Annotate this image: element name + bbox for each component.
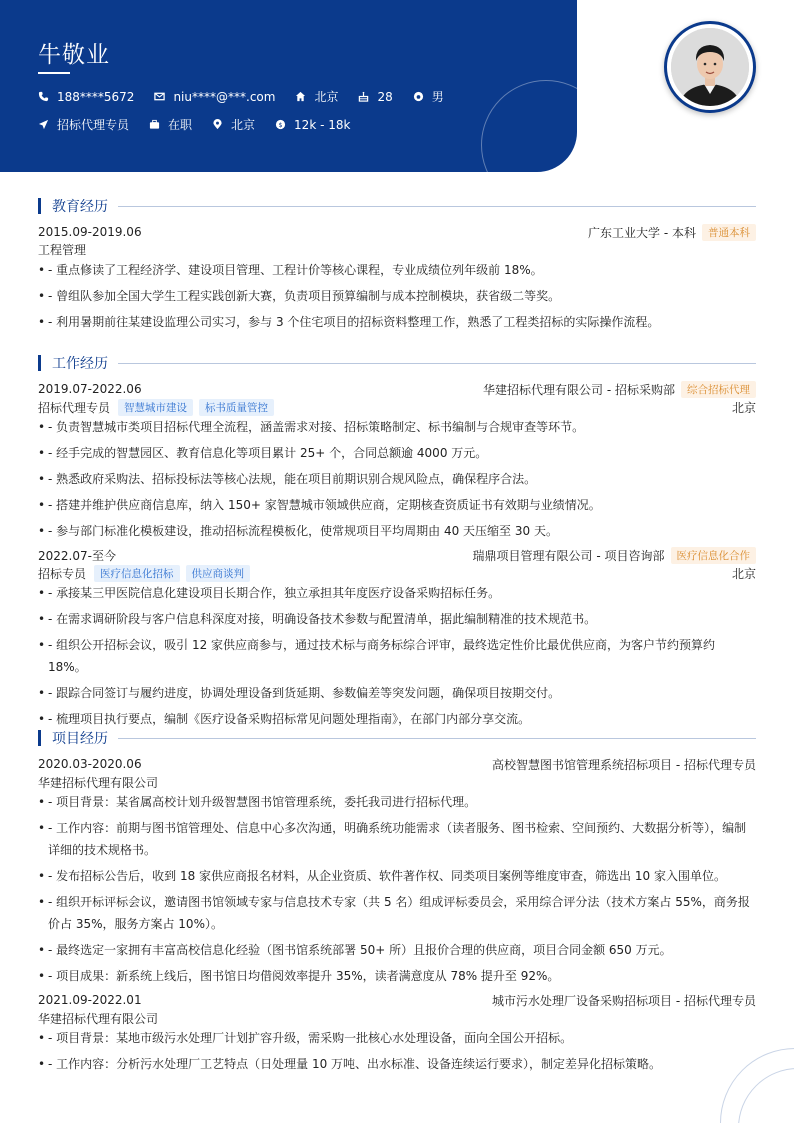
target-city-text: 北京	[231, 118, 256, 132]
job-header	[38, 546, 756, 564]
svg-text:$: $	[278, 120, 283, 129]
education-major-row	[38, 240, 756, 258]
education-bullets	[38, 259, 756, 337]
job-company: 华建招标代理有限公司 - 招标采购部	[483, 382, 675, 397]
age-text: 28	[377, 89, 393, 104]
project-company-row	[38, 1009, 756, 1027]
list-item: • - 项目成果：新系统上线后，图书馆日均借阅效率提升 35%，读者满意度从 78% 提升至 92%。	[38, 965, 756, 987]
position-text: 招标代理专员	[57, 118, 130, 132]
list-item: • - 发布招标公告后，收到 18 家供应商报名材料，从企业资质、软件著作权、同类项目案例等维度审查，筛选出 10 家入围单位。	[38, 865, 756, 887]
phone-icon	[38, 91, 49, 102]
list-item: • - 工作内容：前期与图书馆管理处、信息中心多次沟通，明确系统功能需求（读者服务、图书检索、空间预约、大数据分析等），编制详细的技术规格书。	[38, 817, 756, 861]
list-item: • - 项目背景：某地市级污水处理厂计划扩容升级，需采购一批核心水处理设备，面向全国公开招标。	[38, 1027, 756, 1049]
list-item: • - 组织公开招标会议，吸引 12 家供应商参与，通过技术标与商务标综合评审，最终选定性价比最优供应商，为客户节约预算约 18%。	[38, 634, 756, 678]
job-role-row	[38, 564, 756, 582]
project-bullets	[38, 1027, 756, 1079]
candidate-name: 牛敬业	[38, 42, 110, 68]
education-school: 广东工业大学 - 本科	[588, 225, 696, 240]
education-section-title	[38, 196, 756, 216]
section-marker	[38, 730, 41, 746]
avatar	[671, 28, 749, 106]
section-marker	[38, 355, 41, 371]
education-major: 工程管理	[38, 242, 87, 257]
gender-icon	[413, 91, 424, 102]
job-date: 2019.07-2022.06	[38, 382, 142, 396]
location-pin-icon	[212, 119, 223, 130]
name-underline	[38, 72, 70, 74]
cake-icon	[358, 91, 369, 102]
project-section-title	[38, 728, 756, 748]
list-item: • - 经手完成的智慧园区、教育信息化等项目累计 25+ 个，合同总额逾 4000 万元。	[38, 442, 756, 464]
project-header	[38, 755, 756, 773]
portrait-image	[671, 28, 749, 106]
project-bullets	[38, 791, 756, 991]
project-name: 城市污水处理厂设备采购招标项目 - 招标代理专员	[492, 993, 756, 1008]
decorative-ring	[481, 80, 577, 172]
job-role: 招标代理专员	[38, 400, 111, 415]
project-name: 高校智慧图书馆管理系统招标项目 - 招标代理专员	[492, 757, 756, 772]
project-company-row	[38, 773, 756, 791]
work-section-title	[38, 353, 756, 373]
money-icon	[275, 119, 286, 130]
list-item: • - 负责智慧城市类项目招标代理全流程，涵盖需求对接、招标策略制定、标书编制与合规审查等环节。	[38, 416, 756, 438]
job-role: 招标专员	[38, 566, 87, 581]
list-item: • - 跟踪合同签订与履约进度，协调处理设备到货延期、参数偏差等突发问题，确保项目按期交付。	[38, 682, 756, 704]
header-banner	[0, 0, 577, 172]
list-item: • - 利用暑期前往某建设监理公司实习，参与 3 个住宅项目的招标资料整理工作，熟悉了工程类招标的实际操作流程。	[38, 311, 756, 333]
job-city: 北京	[731, 400, 756, 415]
section-divider	[118, 363, 756, 364]
briefcase-icon	[149, 119, 160, 130]
list-item: • - 最终选定一家拥有丰富高校信息化经验（图书馆系统部署 50+ 所）且报价合理的供应商，项目合同金额 650 万元。	[38, 939, 756, 961]
list-item: • - 搭建并维护供应商信息库，纳入 150+ 家智慧城市领域供应商，定期核查资质证书有效期与业绩情况。	[38, 494, 756, 516]
project-company: 华建招标代理有限公司	[38, 775, 159, 790]
job-tag: 医疗信息化合作	[671, 547, 757, 564]
send-icon	[38, 119, 49, 130]
job-city: 北京	[731, 566, 756, 581]
project-company: 华建招标代理有限公司	[38, 1011, 159, 1026]
skill-tag: 智慧城市建设	[118, 399, 193, 416]
list-item: • - 在需求调研阶段与客户信息科深度对接，明确设备技术参数与配置清单，据此编制精准的技术规范书。	[38, 608, 756, 630]
position-item	[38, 116, 129, 133]
job-role-row	[38, 398, 756, 416]
contact-row	[38, 88, 464, 105]
home-icon	[295, 91, 306, 102]
age-item	[358, 90, 392, 104]
list-item: • - 工作内容：分析污水处理厂工艺特点（日处理量 10 万吨、出水标准、设备连续运行要求），制定差异化招标策略。	[38, 1053, 756, 1075]
phone-item	[38, 90, 134, 104]
list-item: • - 组织开标评标会议，邀请图书馆领域专家与信息技术专家（共 5 名）组成评标委员会，采用综合评分法（技术方案占 55%，商务报价占 35%，服务方案占 10%）。	[38, 891, 756, 935]
phone-text: 188****5672	[57, 89, 135, 104]
job-bullets	[38, 416, 756, 546]
list-item: • - 梳理项目执行要点，编制《医疗设备采购招标常见问题处理指南》，在部门内部分享交流。	[38, 708, 756, 730]
email-item	[154, 90, 275, 104]
list-item: • - 重点修读了工程经济学、建设项目管理、工程计价等核心课程，专业成绩位列年级前 18%。	[38, 259, 756, 281]
job-date: 2022.07-至今	[38, 548, 116, 563]
skill-tag: 供应商谈判	[186, 565, 251, 582]
skill-tag: 医疗信息化招标	[94, 565, 180, 582]
salary-item	[275, 118, 350, 132]
job-company: 瑞鼎项目管理有限公司 - 项目咨询部	[472, 548, 665, 563]
education-tag: 普通本科	[702, 224, 756, 241]
target-city-item	[212, 116, 255, 133]
section-divider	[118, 738, 756, 739]
education-header	[38, 223, 756, 241]
list-item: • - 项目背景：某省属高校计划升级智慧图书馆管理系统，委托我司进行招标代理。	[38, 791, 756, 813]
section-heading: 项目经历	[52, 731, 108, 747]
city-text: 北京	[314, 90, 339, 104]
city-item	[295, 88, 338, 105]
salary-text: 12k - 18k	[294, 117, 351, 132]
project-header	[38, 991, 756, 1009]
avatar-frame	[664, 21, 756, 113]
section-marker	[38, 198, 41, 214]
list-item: • - 参与部门标准化模板建设，推动招标流程模板化，使常规项目平均周期由 40 天压缩至 30 天。	[38, 520, 756, 542]
skill-tag: 标书质量管控	[199, 399, 274, 416]
section-heading: 教育经历	[52, 199, 108, 215]
list-item: • - 熟悉政府采购法、招标投标法等核心法规，能在项目前期识别合规风险点，确保程序合法。	[38, 468, 756, 490]
list-item: • - 曾组队参加全国大学生工程实践创新大赛，负责项目预算编制与成本控制模块，获省级二等奖。	[38, 285, 756, 307]
job-tag: 综合招标代理	[681, 381, 756, 398]
status-text: 在职	[168, 118, 193, 132]
job-intent-row	[38, 116, 370, 133]
project-date: 2021.09-2022.01	[38, 993, 142, 1007]
gender-text: 男	[431, 90, 444, 104]
job-header	[38, 380, 756, 398]
section-divider	[118, 206, 756, 207]
email-text: niu****@***.com	[173, 89, 276, 104]
section-heading: 工作经历	[52, 356, 108, 372]
mail-icon	[154, 91, 165, 102]
job-bullets	[38, 582, 756, 734]
gender-item	[413, 88, 444, 105]
status-item	[149, 116, 192, 133]
list-item: • - 承接某三甲医院信息化建设项目长期合作，独立承担其年度医疗设备采购招标任务。	[38, 582, 756, 604]
project-date: 2020.03-2020.06	[38, 757, 142, 771]
education-date: 2015.09-2019.06	[38, 225, 142, 239]
